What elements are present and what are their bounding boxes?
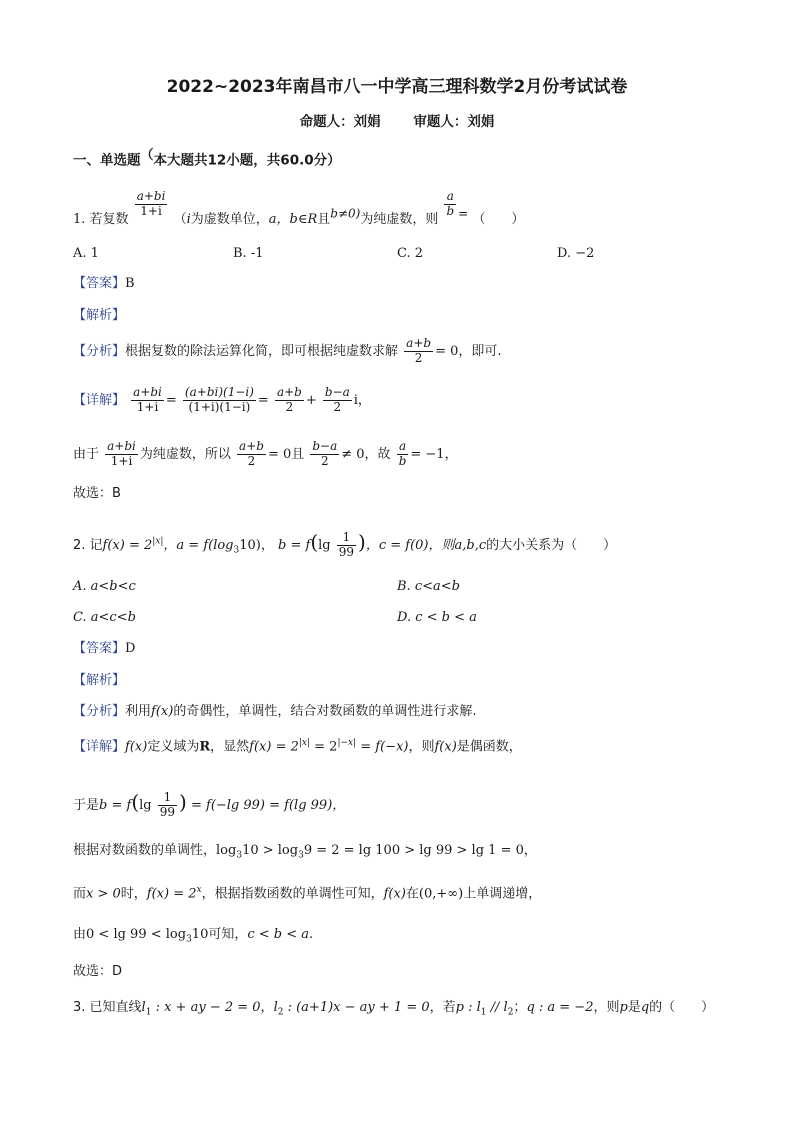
q2-stem: 2. 记$f(x) = 2^{|x|}$，$a = f(\log_310)$， b = f(lg $\frac{1}{99}$ )，c = f(0)，则a,b,c的大小关系为（ ） [73, 530, 617, 559]
q1-option-b[interactable]: B. -1 [233, 246, 264, 261]
setter-label: 命题人：刘娟 [299, 114, 381, 130]
q1-option-c[interactable]: C. 2 [397, 246, 424, 261]
section-heading: 一、单选题（本大题共12小题，共60.0分） [73, 148, 341, 169]
q1-fenxi: 【分析】根据复数的除法运算化简，即可根据纯虚数求解 $\frac{a+b}{2}$ = 0，即可. [73, 336, 502, 365]
q1-option-a[interactable]: A. 1 [73, 246, 99, 261]
q2-option-c[interactable]: C. a<c<b [73, 610, 136, 625]
q1-answer: 【答案】B [73, 276, 135, 291]
section-title: 一、单选题 [73, 152, 141, 169]
q2-fenxi: 【分析】利用f(x)的奇偶性，单调性，结合对数函数的单调性进行求解. [73, 704, 477, 719]
q2-option-a[interactable]: A. a<b<c [73, 579, 136, 594]
q2-option-d[interactable]: D. c < b < a [397, 610, 477, 625]
q2-answer: 【答案】D [73, 641, 136, 656]
exam-title: 2022~2023年南昌市八一中学高三理科数学2月份考试试卷 [166, 77, 628, 97]
q1-fraction: $\frac{a+bi}{1+i}$ [136, 189, 166, 218]
q1-stem: 1. 若复数 $\frac{a+bi}{1+i}$ （i为虚数单位，a，b∈R且$^{b\ne 0)}$为纯虚数，则 $\frac{a}{b}$ = （ ） [73, 189, 525, 227]
q2-option-b[interactable]: B. c<a<b [397, 579, 460, 594]
q2-jiexi: 【解析】 [73, 673, 126, 688]
q1-ab-fraction: $\frac{a}{b}$ [446, 189, 455, 218]
q1-number: 1. 若复数 [73, 211, 129, 227]
q2-step4: 而x > 0时，$f(x) = 2^x$，根据指数函数的单调性可知，f(x)在(0,+∞)上单调递增， [73, 885, 542, 902]
q1-option-d[interactable]: D. −2 [557, 246, 595, 261]
q1-jiexi: 【解析】 [73, 308, 126, 323]
section-note: 本大题共12小题，共60.0分） [153, 152, 341, 169]
q1-choose: 故选：B [73, 486, 121, 501]
reviewer-label: 审题人：刘娟 [413, 114, 495, 130]
q1-reasoning: 由于 $\frac{a+bi}{1+i}$ 为纯虚数，所以 $\frac{a+b}{2}$ = 0且 $\frac{b-a}{2}$ ≠ 0，故 $\frac{a}{b}$ = −1， [73, 439, 458, 468]
q2-step5: 由$0 < \lg 99 < \log_310$可知，c < b < a. [73, 927, 314, 945]
q3-stem: 3. 已知直线$l_1$ : x + ay − 2 = 0，$l_2$ : (a+1)x − ay + 1 = 0，若p : $l_1 // l_2$；q : a = −2，则p是q的（ ） [73, 1000, 715, 1018]
q2-step2: 于是b = f(lg $\frac{1}{99}$ ) = f(−lg 99) = f(lg 99)， [73, 790, 346, 819]
q1-xiangjie: 【详解】 $\frac{a+bi}{1+i}$ = $\frac{(a+bi)(1-i)}{(1+i)(1-i)}$ = $\frac{a+b}{2}$ + $\frac{b-a}{2}$ i， [73, 385, 371, 414]
q2-xiangjie: 【详解】f(x)定义域为R，显然$f(x) = 2^{|x|} = 2^{|-x|} = f(-x)$，则f(x)是偶函数， [73, 738, 522, 755]
authors-line [0, 110, 794, 130]
q2-choose: 故选：D [73, 964, 123, 979]
q2-step3: 根据对数函数的单调性，$\log_310 > \log_39 = 2 = \lg 100 > \lg 99 > \lg 1 = 0$， [73, 843, 537, 861]
